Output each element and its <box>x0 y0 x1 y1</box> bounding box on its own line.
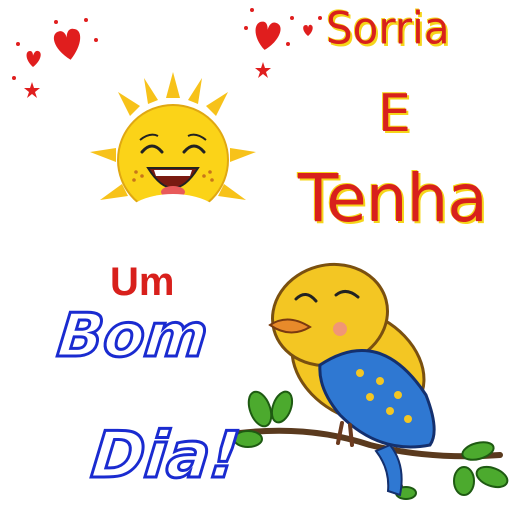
tenha-word: Tenha <box>298 160 487 237</box>
star-icon <box>24 82 40 98</box>
sorria-word: Sorria <box>326 2 450 55</box>
heart-icon <box>53 28 84 62</box>
bom-word: Bom <box>54 301 212 371</box>
cloud-icon <box>78 194 268 250</box>
heart-icon <box>254 21 282 52</box>
smiling-bird-icon <box>230 255 512 505</box>
dia-word: Dia! <box>88 419 244 493</box>
um-word: Um <box>110 260 175 304</box>
heart-icon <box>303 25 312 36</box>
e-word: E <box>378 84 411 144</box>
heart-icon <box>27 51 41 67</box>
smiling-sun-icon <box>78 70 268 250</box>
